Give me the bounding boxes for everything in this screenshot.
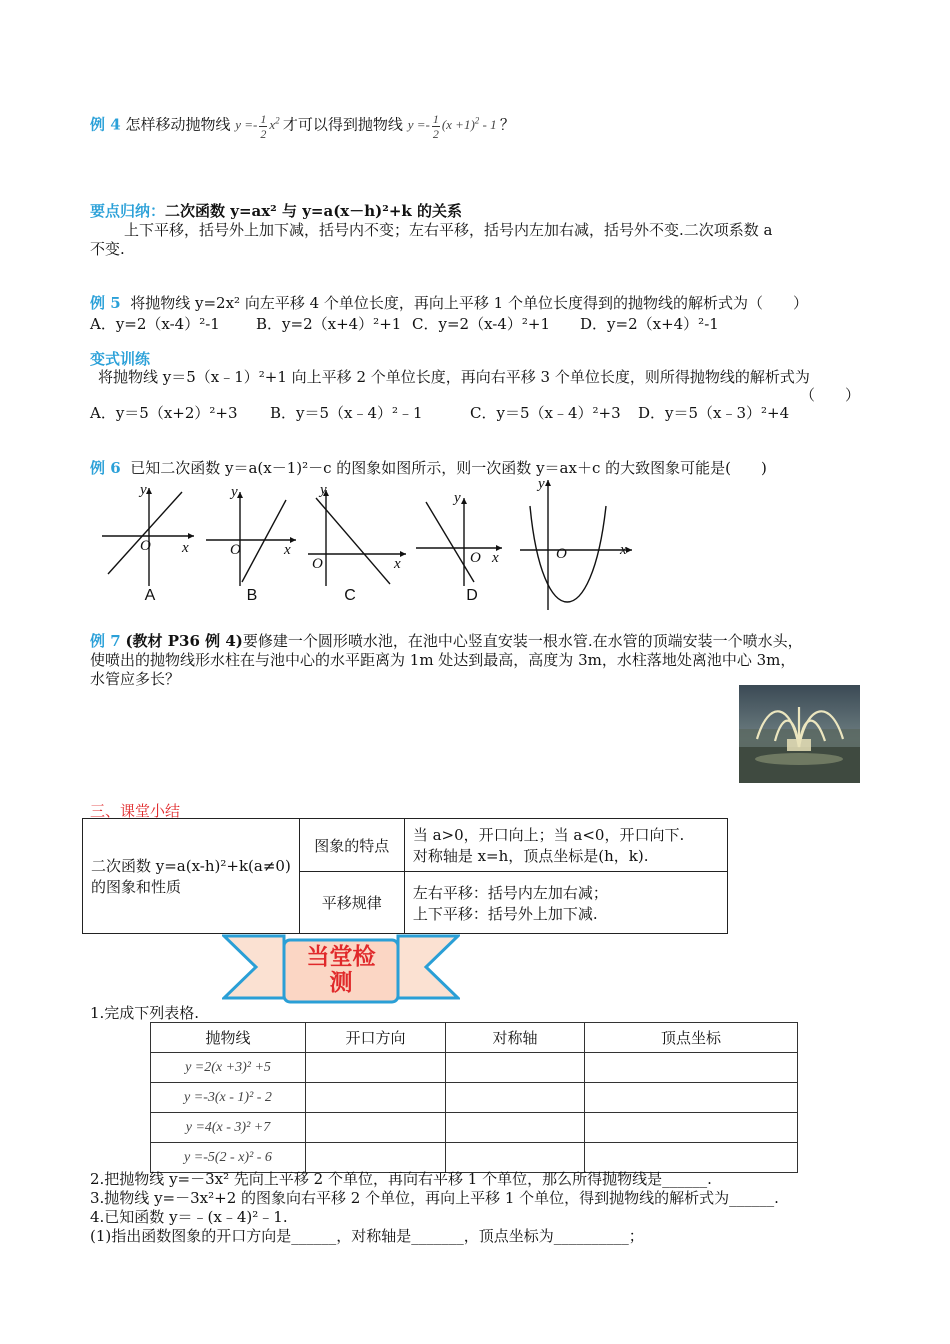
example-6-label: 例 6 [90, 459, 121, 477]
summary-table [82, 818, 728, 934]
row-3-opening-cell[interactable] [306, 1113, 446, 1143]
formula-1 [235, 112, 283, 141]
graph-a-x-label: x [182, 540, 189, 556]
question-2: 2.把抛物线 y=－3x² 先向上平移 2 个单位，再向右平移 1 个单位，那么所得抛物线是______. [90, 1170, 712, 1188]
graph-a-letter: A [144, 587, 156, 604]
key-points-line-1: 上下平移，括号外上加下减，括号内不变；左右平移，括号内左加右减，括号外不变.二次项系数 a [124, 221, 773, 239]
table-row [151, 1053, 798, 1083]
graph-d-letter: D [466, 587, 478, 604]
graph-d-x-label: x [492, 550, 499, 566]
graph-a-line [108, 492, 182, 574]
formula-1-fraction [259, 112, 267, 141]
summary-row-label-1: 二次函数 y=a(x-h)²+k(a≠0) [91, 857, 291, 875]
feature-content [404, 819, 727, 872]
graph-c-line [316, 498, 390, 584]
formula-1-rhs: x [269, 117, 276, 133]
graph-c-origin: O [312, 556, 323, 572]
feature-line-1: 当 a>0，开口向上；当 a<0，开口向下. [412, 826, 685, 844]
formula-2-lhs: y =- [407, 117, 430, 133]
row-1-opening-cell[interactable] [306, 1053, 446, 1083]
variant-label: 变式训练 [90, 350, 151, 368]
graph-c-letter: C [344, 587, 356, 604]
row-3-vertex-cell[interactable] [585, 1113, 798, 1143]
question-4: 4.已知函数 y＝﹣(x﹣4)²﹣1. [90, 1208, 288, 1226]
example-4-text2: 才可以得到抛物线 [282, 115, 403, 134]
table-row [151, 1113, 798, 1143]
formula-2-tail: - 1 [482, 117, 497, 133]
formula-2-exp: 2 [474, 116, 480, 127]
shift-line-2: 上下平移：括号外上加下减. [412, 904, 598, 923]
formula-1-den: 2 [260, 127, 267, 141]
variant-option-b: B．y＝5（x﹣4）²﹣1 [270, 404, 423, 422]
key-points-line-2: 不变. [90, 240, 125, 258]
fountain-image [739, 685, 860, 783]
formula-2-num: 1 [432, 112, 439, 126]
variant-option-d: D．y＝5（x﹣3）²+4 [638, 404, 790, 422]
formula-2-den: 2 [432, 127, 439, 141]
question-1: 1.完成下列表格. [90, 1004, 200, 1022]
graph-b-x-label: x [284, 542, 291, 558]
summary-row-label [83, 819, 300, 934]
example-5-option-a: A．y=2（x-4）²-1 [90, 315, 220, 333]
formula-2-fraction [432, 112, 440, 141]
row-2-axis-cell[interactable] [446, 1083, 585, 1113]
key-points-heading [90, 200, 462, 221]
example-5-option-c: C．y=2（x-4）²+1 [412, 315, 550, 333]
feature-label: 图象的特点 [299, 819, 404, 872]
banner-line-1: 当堂检 [306, 944, 376, 970]
example-5-option-b: B．y=2（x+4）²+1 [256, 315, 402, 333]
question-4-part-1: (1)指出函数图象的开口方向是______，对称轴是_______，顶点坐标为__________； [90, 1227, 644, 1245]
formula-2 [407, 112, 500, 141]
summary-heading: 三、课堂小结 [90, 802, 181, 820]
row-3-axis-cell[interactable] [446, 1113, 585, 1143]
graph-c-y-label: y [320, 482, 327, 498]
example-7-line-1: 要修建一个圆形喷水池，在池中心竖直安装一根水管.在水管的顶端安装一个喷水头， [242, 632, 803, 650]
summary-row-label-2: 的图象和性质 [91, 878, 182, 896]
graph-a-origin: O [140, 538, 151, 554]
key-points-title: 二次函数 y=ax² 与 y=a(x－h)²+k 的关系 [165, 202, 462, 220]
variant-option-c: C．y＝5（x﹣4）²+3 [470, 404, 621, 422]
graph-d-origin: O [470, 550, 481, 566]
row-1-formula: y =2(x +3)² +5 [151, 1053, 306, 1083]
shift-content [404, 872, 727, 934]
header-parabola: 抛物线 [151, 1023, 306, 1053]
example-5-option-d: D．y=2（x+4）²-1 [580, 315, 719, 333]
example-5-label: 例 5 [90, 294, 121, 312]
row-3-formula: y =4(x - 3)² +7 [151, 1113, 306, 1143]
check-banner-title [284, 944, 398, 996]
graph-a-y-label: y [140, 482, 147, 498]
formula-1-num: 1 [260, 112, 267, 126]
formula-1-lhs: y =- [235, 117, 258, 133]
example-4-label: 例 4 [90, 115, 121, 134]
banner-line-2: 测 [329, 970, 353, 996]
row-2-vertex-cell[interactable] [585, 1083, 798, 1113]
example-7-line-3: 水管应多长？ [90, 670, 181, 688]
graph-d-line [426, 502, 474, 582]
example-7-label: 例 7 [90, 632, 121, 650]
example-7-line-2: 使喷出的抛物线形水柱在与池中心的水平距离为 1m 处达到最高，高度为 3m，水柱落地处离池中心 3m， [90, 651, 796, 669]
variant-option-a: A．y＝5（x+2）²+3 [90, 404, 238, 422]
parabola-y-label: y [538, 476, 545, 492]
header-opening: 开口方向 [306, 1023, 446, 1053]
feature-line-2: 对称轴是 x=h，顶点坐标是(h，k). [412, 847, 649, 865]
variant-question: 将抛物线 y＝5（x﹣1）²+1 向上平移 2 个单位长度，再向右平移 3 个单位长度，则所得抛物线的解析式为 [98, 368, 810, 386]
shift-line-1: 左右平移：括号内左加右减； [412, 883, 608, 902]
row-1-vertex-cell[interactable] [585, 1053, 798, 1083]
graph-b-y-label: y [231, 484, 238, 500]
graph-d-y-label: y [454, 490, 461, 506]
parabola-x-label: x [620, 542, 627, 558]
example-7 [90, 630, 803, 651]
variant-paren: （ ） [800, 386, 861, 404]
example-4-qmark: ？ [499, 115, 515, 134]
graph-b-origin: O [230, 542, 241, 558]
example-5-question: 将抛物线 y=2x² 向左平移 4 个单位长度，再向上平移 1 个单位长度得到的抛物线的解析式为（ ） [130, 294, 808, 312]
example-6-question: 已知二次函数 y＝a(x－1)²－c 的图象如图所示，则一次函数 y＝ax＋c 的大致图象可能是( ) [130, 459, 767, 477]
graph-b-letter: B [246, 587, 258, 604]
example-4 [90, 112, 515, 141]
example-4-text: 怎样移动抛物线 [125, 115, 231, 134]
table-row [151, 1083, 798, 1113]
parabola-origin: O [556, 546, 567, 562]
shift-label: 平移规律 [299, 872, 404, 934]
example-5 [90, 292, 808, 313]
example-7-source: (教材 P36 例 4) [125, 632, 243, 650]
parabola-table [150, 1022, 798, 1173]
parabola-curve [530, 506, 606, 602]
row-2-opening-cell[interactable] [306, 1083, 446, 1113]
header-axis: 对称轴 [446, 1023, 585, 1053]
row-4-formula: y =-5(2 - x)² - 6 [151, 1143, 306, 1173]
key-points-label: 要点归纳： [90, 202, 166, 220]
formula-1-exp: 2 [275, 116, 280, 127]
row-2-formula: y =-3(x - 1)² - 2 [151, 1083, 306, 1113]
header-vertex: 顶点坐标 [585, 1023, 798, 1053]
formula-2-body: (x +1) [441, 117, 475, 133]
graph-c-x-label: x [394, 556, 401, 572]
question-3: 3.抛物线 y=－3x²+2 的图象向右平移 2 个单位，再向上平移 1 个单位，得到抛物线的解析式为______. [90, 1189, 779, 1207]
example-6-graphs [90, 474, 650, 614]
row-1-axis-cell[interactable] [446, 1053, 585, 1083]
graph-b-line [242, 500, 286, 582]
